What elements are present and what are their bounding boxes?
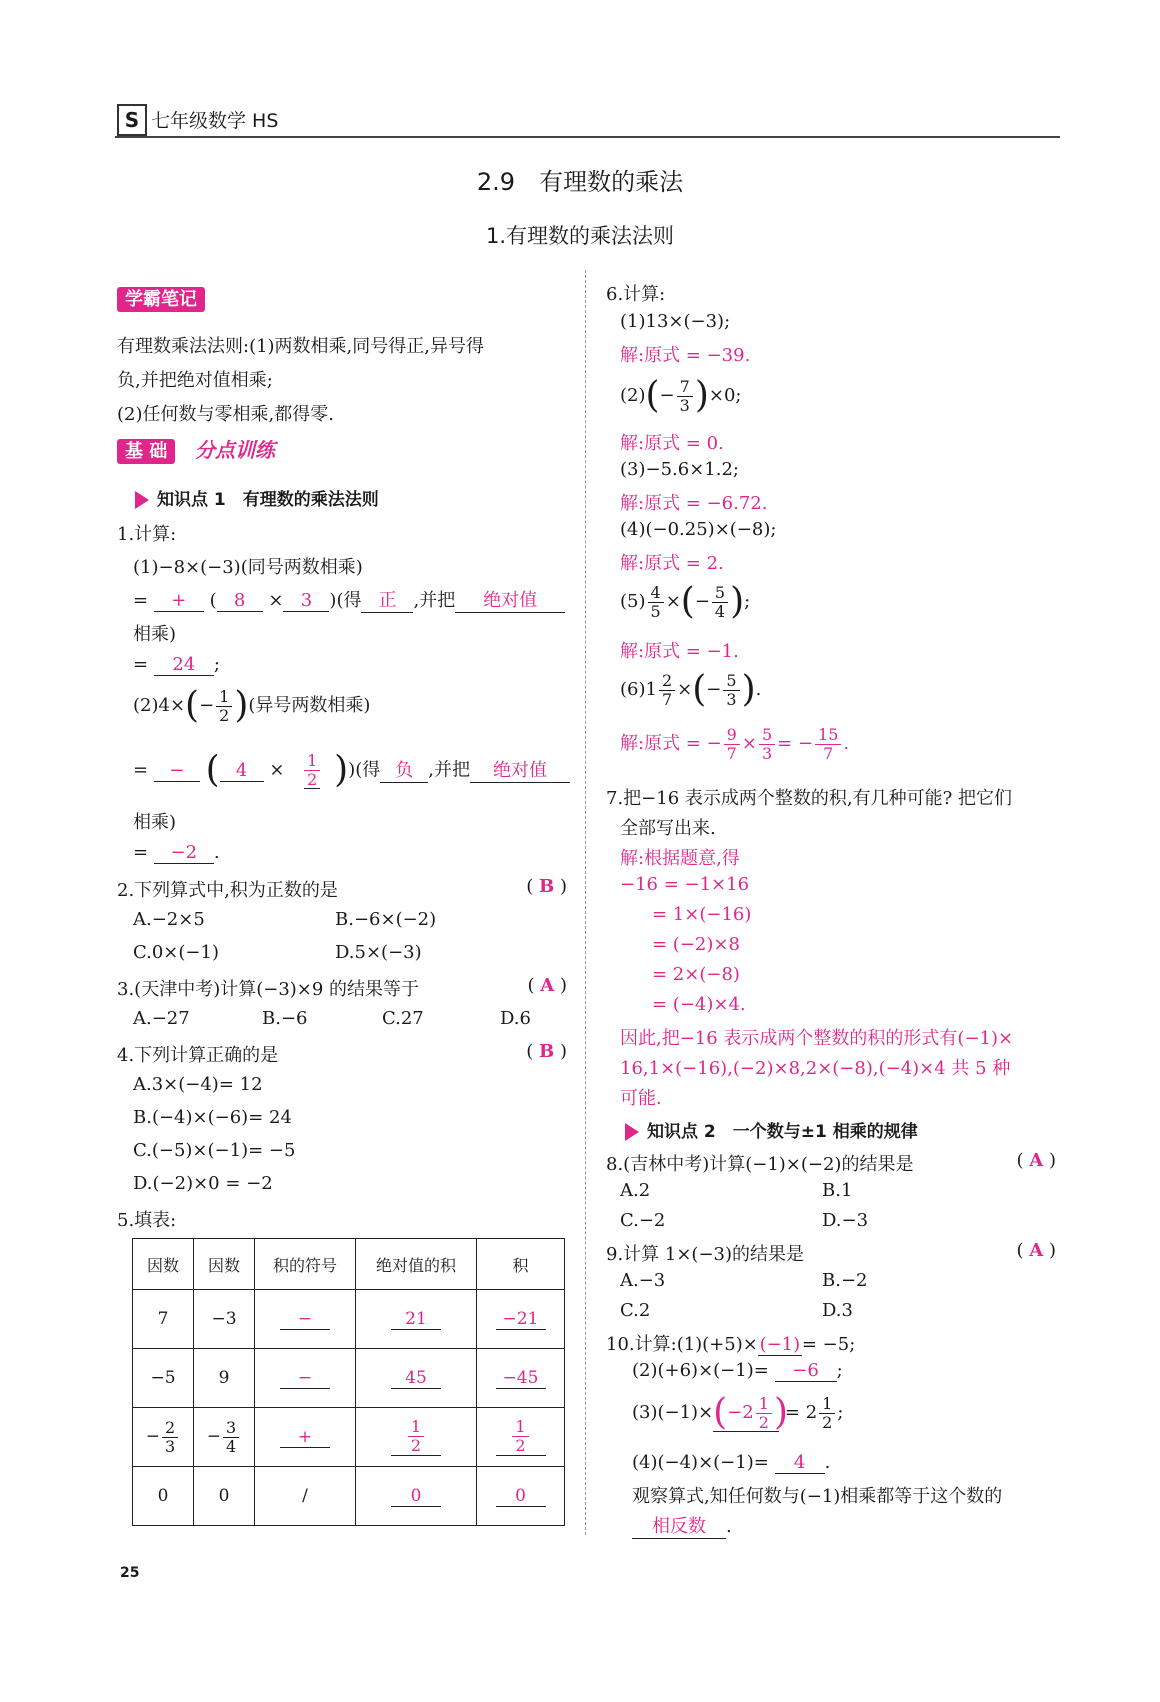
table-cell: − <box>255 1290 356 1349</box>
header-title: 七年级数学 HS <box>151 110 279 132</box>
q7-stem-2: 全部写出来. <box>620 818 716 839</box>
q3-answer: A <box>540 975 555 996</box>
table-header-row <box>133 1239 565 1290</box>
q10-line-1: 10.计算:(1)(+5)×(−1)= −5; <box>606 1334 856 1355</box>
q1-part2: (2)4×(− $\frac{1}{2}$ )(异号两数相乘) <box>133 685 371 727</box>
table-cell: − $\frac{3}{4}$ <box>194 1408 255 1467</box>
q7-sol-line-4: = 2×(−8) <box>652 964 740 985</box>
q10-blank-3: (−2 $\frac{1}{2}$ ) <box>713 1392 788 1434</box>
page-number: 25 <box>120 1565 140 1581</box>
q5-stem: 5.填表: <box>117 1210 177 1231</box>
q7-sol-line-3: = (−2)×8 <box>652 934 740 955</box>
q9-option-a: A.−3 <box>620 1270 666 1291</box>
table-cell: 7 <box>133 1290 194 1349</box>
publisher-logo-icon: S <box>117 104 147 136</box>
q6-part3: (3)−5.6×1.2; <box>620 459 739 480</box>
q6-sol3: 解:原式 = −6.72. <box>620 493 768 514</box>
subsection-title: 1.有理数的乘法法则 <box>485 224 675 248</box>
q7-conclusion-2: 16,1×(−16),(−2)×8,2×(−8),(−4)×4 共 5 种 <box>620 1058 1011 1079</box>
q1-mult: 相乘) <box>133 624 177 645</box>
q10-blank-4: 4 <box>775 1452 825 1474</box>
table-cell: −45 <box>477 1349 565 1408</box>
q1-blank-sign-result: 正 <box>361 586 413 613</box>
table-row <box>133 1349 565 1408</box>
q2-blank-frac: $\frac{1}{2}$ <box>290 752 334 789</box>
q6-sol6: 解:原式 = − $\frac{9}{7}$ × $\frac{5}{3}$ = − $\frac{15}{7}$ . <box>620 725 850 763</box>
q1-blank-n1: 8 <box>217 590 263 612</box>
q3-option-a: A.−27 <box>133 1008 190 1029</box>
q1-part1-steps: = + ( 8 × 3 )(得 正 ,并把 绝对值 <box>133 586 565 613</box>
table-header: 绝对值的积 <box>356 1239 477 1290</box>
table-cell: + <box>255 1408 356 1467</box>
notes-line-2: 负,并把绝对值相乘; <box>117 370 273 391</box>
table-header: 因数 <box>133 1239 194 1290</box>
q2-stem: 2.下列算式中,积为正数的是 ( B ) <box>117 876 567 901</box>
q8-option-d: D.−3 <box>822 1210 869 1231</box>
q2-option-a: A.−2×5 <box>133 909 205 930</box>
q1-mult2: 相乘) <box>133 812 177 833</box>
q2-blank-abs: 绝对值 <box>470 756 570 783</box>
q10-blank-1: (−1) <box>759 1334 801 1355</box>
q8-stem: 8.(吉林中考)计算(−1)×(−2)的结果是 ( A ) <box>606 1150 1056 1175</box>
q7-conclusion-3: 可能. <box>620 1088 662 1109</box>
q6-sol2: 解:原式 = 0. <box>620 433 724 454</box>
q10-blank-5: 相反数 <box>632 1512 726 1539</box>
q4-option-c: C.(−5)×(−1)= −5 <box>133 1140 296 1161</box>
table-cell: 0 <box>356 1467 477 1526</box>
q2-answer: B <box>539 876 555 897</box>
notes-badge: 学霸笔记 <box>117 285 205 311</box>
q1-part2-steps: = − ( 4 × $\frac{1}{2}$ ))(得 负 ,并把 绝对值 <box>133 752 570 789</box>
q2-blank-n1: 4 <box>220 760 264 782</box>
table-cell: 9 <box>194 1349 255 1408</box>
q10-blank-2: −6 <box>775 1360 837 1382</box>
table-cell: −3 <box>194 1290 255 1349</box>
table-cell: −21 <box>477 1290 565 1349</box>
q6-part6: (6)1 $\frac{2}{7}$ ×(− $\frac{5}{3}$ ). <box>620 669 762 711</box>
table-cell: $\frac{1}{2}$ <box>356 1408 477 1467</box>
q2-option-b: B.−6×(−2) <box>335 909 437 930</box>
q2-blank-neg: 负 <box>380 756 428 783</box>
table-header: 积 <box>477 1239 565 1290</box>
training-badge: 基 础 <box>117 439 175 464</box>
table-cell: 45 <box>356 1349 477 1408</box>
q6-part1: (1)13×(−3); <box>620 311 731 332</box>
q8-answer: A <box>1029 1150 1044 1171</box>
table-row <box>133 1290 565 1349</box>
table-cell: − <box>255 1349 356 1408</box>
table-cell: − $\frac{2}{3}$ <box>133 1408 194 1467</box>
q10-observation: 观察算式,知任何数与(−1)相乘都等于这个数的 <box>632 1486 1003 1507</box>
training-banner <box>117 434 275 463</box>
q7-sol-line-2: = 1×(−16) <box>652 904 752 925</box>
play-triangle-icon <box>135 491 149 509</box>
q10-observation-answer: 相反数 . <box>632 1512 732 1539</box>
q3-option-c: C.27 <box>382 1008 424 1029</box>
q2-blank-sign: − <box>154 760 200 782</box>
q3-option-b: B.−6 <box>262 1008 308 1029</box>
q3-option-d: D.6 <box>500 1008 531 1029</box>
table-cell: −5 <box>133 1349 194 1408</box>
q5-table <box>132 1238 565 1526</box>
q4-stem: 4.下列计算正确的是 ( B ) <box>117 1041 567 1066</box>
q1-blank-result: 24 <box>154 654 214 676</box>
table-cell: 21 <box>356 1290 477 1349</box>
table-cell: $\frac{1}{2}$ <box>477 1408 565 1467</box>
q9-stem: 9.计算 1×(−3)的结果是 ( A ) <box>606 1240 1056 1265</box>
q6-sol5: 解:原式 = −1. <box>620 641 739 662</box>
section-title: 2.9 有理数的乘法 <box>476 168 684 196</box>
q10-line-3: (3)(−1)×(−2 $\frac{1}{2}$ ) = 2 $\frac{1}{2}$ ; <box>632 1392 844 1434</box>
q6-sol1: 解:原式 = −39. <box>620 345 751 366</box>
q9-option-d: D.3 <box>822 1300 853 1321</box>
q9-option-c: C.2 <box>620 1300 651 1321</box>
knowledge-point-2: 知识点 2 一个数与±1 相乘的规律 <box>625 1117 918 1142</box>
q9-answer: A <box>1029 1240 1044 1261</box>
play-triangle-icon <box>625 1123 639 1141</box>
training-label: 分点训练 <box>195 438 276 462</box>
table-cell: 0 <box>477 1467 565 1526</box>
running-header <box>115 100 1060 138</box>
q4-answer: B <box>539 1041 555 1062</box>
q7-conclusion-1: 因此,把−16 表示成两个整数的积的形式有(−1)× <box>620 1028 1014 1049</box>
q1-stem: 1.计算: <box>117 524 177 545</box>
q1-blank-n2: 3 <box>283 590 329 612</box>
q6-part5: (5) $\frac{4}{5}$ ×(− $\frac{5}{4}$ ); <box>620 581 751 623</box>
column-divider <box>585 270 586 1535</box>
q2-option-d: D.5×(−3) <box>335 942 422 963</box>
q8-option-b: B.1 <box>822 1180 853 1201</box>
q1-blank-sign: + <box>154 590 204 612</box>
q9-option-b: B.−2 <box>822 1270 868 1291</box>
q4-option-b: B.(−4)×(−6)= 24 <box>133 1107 292 1128</box>
q2-option-c: C.0×(−1) <box>133 942 219 963</box>
q10-line-2: (2)(+6)×(−1)= −6 ; <box>632 1360 843 1381</box>
q6-stem: 6.计算: <box>606 284 666 305</box>
q6-part2: (2)(− $\frac{7}{3}$ )×0; <box>620 375 742 417</box>
q1-result2: = −2 . <box>133 842 220 863</box>
q8-option-a: A.2 <box>620 1180 651 1201</box>
table-header: 因数 <box>194 1239 255 1290</box>
q6-sol4: 解:原式 = 2. <box>620 553 724 574</box>
q7-sol-line-1: −16 = −1×16 <box>620 874 750 895</box>
q1-part1: (1)−8×(−3)(同号两数相乘) <box>133 557 363 578</box>
q4-option-d: D.(−2)×0 = −2 <box>133 1173 273 1194</box>
table-cell: 0 <box>194 1467 255 1526</box>
table-cell: / <box>255 1467 356 1526</box>
notes-line-1: 有理数乘法法则:(1)两数相乘,同号得正,异号得 <box>117 336 485 357</box>
q1-blank-abs: 绝对值 <box>455 586 565 613</box>
notes-line-3: (2)任何数与零相乘,都得零. <box>117 404 334 425</box>
table-row <box>133 1408 565 1467</box>
q3-stem: 3.(天津中考)计算(−3)×9 的结果等于 ( A ) <box>117 975 567 1000</box>
table-header: 积的符号 <box>255 1239 356 1290</box>
q8-option-c: C.−2 <box>620 1210 666 1231</box>
q7-sol-line-5: = (−4)×4. <box>652 994 746 1015</box>
q6-part4: (4)(−0.25)×(−8); <box>620 519 777 540</box>
table-cell: 0 <box>133 1467 194 1526</box>
q7-sol-intro: 解:根据题意,得 <box>620 848 740 869</box>
q2-blank-result: −2 <box>154 842 214 864</box>
table-row <box>133 1467 565 1526</box>
q7-stem-1: 7.把−16 表示成两个整数的积,有几种可能? 把它们 <box>606 788 1012 809</box>
q4-option-a: A.3×(−4)= 12 <box>133 1074 263 1095</box>
q10-line-4: (4)(−4)×(−1)= 4 . <box>632 1452 831 1473</box>
q1-result1: = 24 ; <box>133 654 220 675</box>
knowledge-point-1: 知识点 1 有理数的乘法法则 <box>135 485 379 510</box>
